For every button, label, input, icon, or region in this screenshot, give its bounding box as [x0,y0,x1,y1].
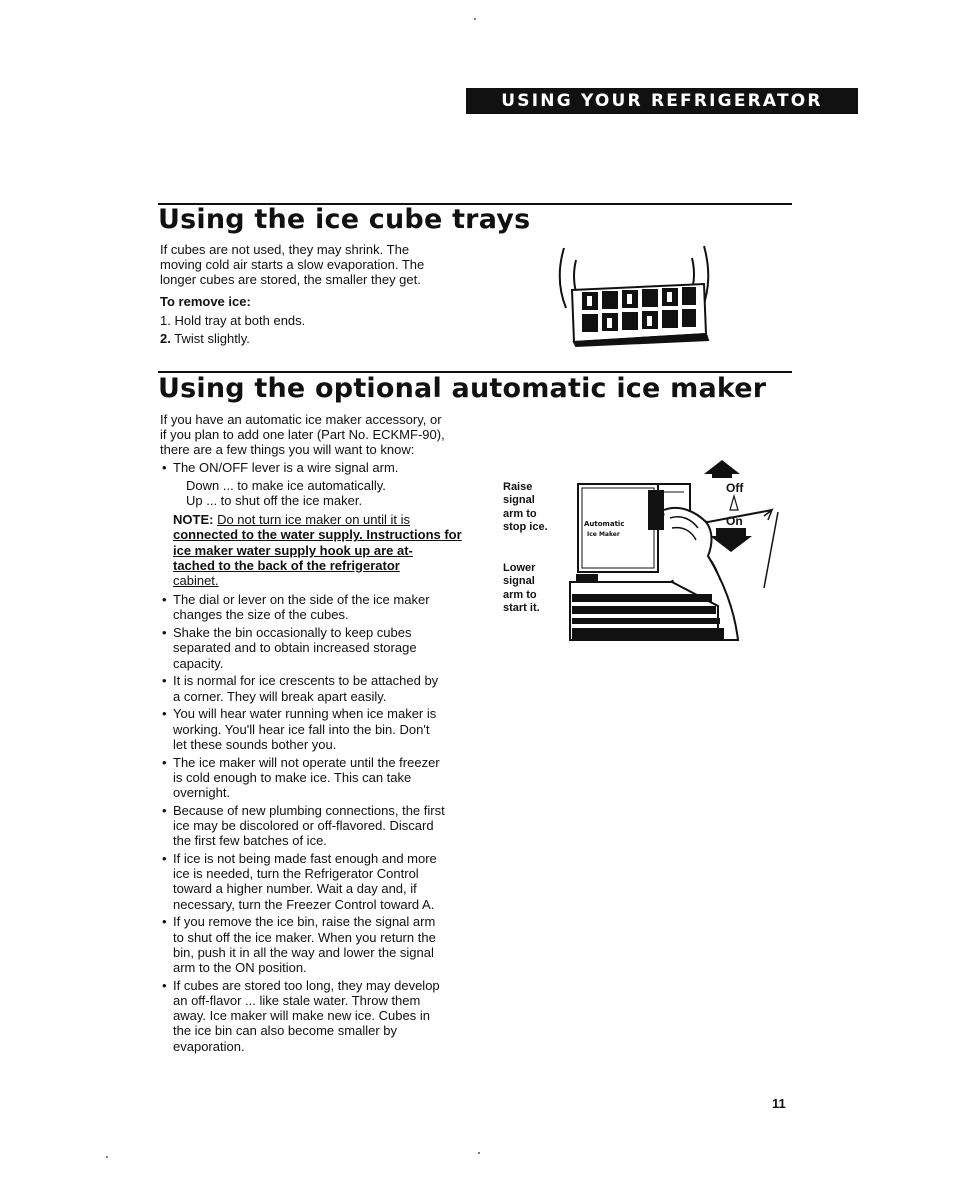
caption-line: signal [503,494,535,507]
page-number: 11 [772,1096,786,1111]
icemaker-intro-line: If you have an automatic ice maker accessory, or [160,412,442,427]
ice-maker-box [578,484,658,572]
lower-caption [503,562,540,616]
lever-positions [186,478,480,508]
list-item [160,914,480,975]
step-number: 1. [160,312,171,328]
remove-step [160,313,470,328]
scan-dot [474,18,476,20]
box-label-line: Automatic [584,520,625,528]
bullet-line: capacity. [173,655,224,671]
bullet-line: the ice bin can also become smaller by [173,1023,398,1039]
icemaker-body [160,412,480,1056]
bullet-line: arm to the ON position. [173,960,307,976]
list-item [160,706,480,752]
bullet-line: an off-flavor ... like stale water. Throw them [173,993,421,1009]
note-text-line: ice maker water supply hook up are at- [173,542,413,558]
trays-title: Using the ice cube trays [158,204,531,235]
left-hand-outline [560,248,566,308]
icemaker-title: Using the optional automatic ice maker [158,373,767,404]
up-line: Up ... to shut off the ice maker. [186,493,363,509]
box-label-line: Ice Maker [587,531,620,538]
trays-intro [160,242,470,346]
ice-tray-illustration [554,238,722,350]
down-line: Down ... to make ice automatically. [186,477,386,493]
step-number: 2. [160,331,171,347]
list-item [160,625,480,671]
bullet-line: • If cubes are stored too long, they may develop [173,977,440,993]
bullet-line: evaporation. [173,1038,245,1054]
remove-ice-heading: To remove ice: [160,293,251,309]
trays-intro-line: If cubes are not used, they may shrink. The [160,242,410,257]
bullet-line: • Shake the bin occasionally to keep cubes [173,625,412,641]
bullet-line: to shut off the ice maker. When you return the [173,929,436,945]
icemaker-intro-line: there are a few things you will want to know: [160,442,415,458]
bullet-line: toward a higher number. Wait a day and, if [173,881,417,897]
bullet-line: working. You'll hear ice fall into the bin. Don't [173,721,430,737]
on-label: On [726,514,743,528]
bullet-line: • The ice maker will not operate until the freezer [173,754,440,770]
caption-line: arm to [503,588,537,601]
bullet-line: • The dial or lever on the side of the ice maker [173,592,430,608]
note-text-line: connected to the water supply. Instructions for [173,527,462,543]
list-item [160,978,480,1054]
bullet-line: let these sounds bother you. [173,736,337,752]
list-item [160,592,480,622]
bullet-line: overnight. [173,785,231,801]
list-item [160,460,480,589]
bullet-text: The ON/OFF lever is a wire signal arm. [173,459,399,475]
list-item [160,851,480,912]
ice-maker-illustration [568,456,782,644]
bullet-line: necessary, turn the Freezer Control toward A. [173,896,435,912]
bullet-line: ice may be discolored or off-flavored. Discard [173,818,434,834]
scan-dot [106,1156,108,1158]
note-text-line: tached to the back of the refrigerator [173,557,400,573]
list-item [160,755,480,801]
bullet-line: separated and to obtain increased storage [173,640,417,656]
bullet-line: away. Ice maker will make new ice. Cubes in [173,1008,430,1024]
bullet-line: • Because of new plumbing connections, the first [173,802,445,818]
bullet-line: • You will hear water running when ice maker is [173,706,437,722]
list-item [160,673,480,703]
bullet-line: the first few batches of ice. [173,833,327,849]
bullet-line: • If ice is not being made fast enough and more [173,851,437,867]
bullet-line: bin, push it in all the way and lower the signal [173,944,434,960]
note-text-line: Do not turn ice maker on until it is [217,512,410,528]
bullet-line: • It is normal for ice crescents to be attached by [173,673,439,689]
remove-step [160,331,470,346]
bullet-line: is cold enough to make ice. This can take [173,769,412,785]
list-item [160,803,480,849]
note-text-line: cabinet. [173,573,219,589]
section-banner: USING YOUR REFRIGERATOR [466,88,858,114]
trays-intro-line: longer cubes are stored, the smaller they get. [160,272,421,288]
caption-line: signal [503,575,535,588]
step-text: Twist slightly. [174,331,250,347]
note-label: NOTE: [173,512,214,528]
caption-line: start it. [503,602,540,615]
caption-line: Lower [503,562,536,574]
bullet-line: a corner. They will break apart easily. [173,688,387,704]
off-label: Off [726,481,744,495]
icemaker-intro-line: if you plan to add one later (Part No. ECKMF-90), [160,427,445,443]
trays-intro-line: moving cold air starts a slow evaporation. The [160,257,425,273]
bullet-line: changes the size of the cubes. [173,607,349,623]
caption-line: arm to [503,507,537,520]
bullet-line: • If you remove the ice bin, raise the signal arm [173,914,436,930]
caption-line: stop ice. [503,521,548,534]
up-arrow-icon [704,460,740,478]
caption-line: Raise [503,481,533,493]
scan-dot [478,1152,480,1154]
raise-caption [503,481,548,535]
bullet-line: ice is needed, turn the Refrigerator Control [173,866,419,882]
down-arrow-icon [710,528,752,552]
note-block [173,512,480,588]
step-text: Hold tray at both ends. [174,312,306,328]
icemaker-bullet-list [160,460,480,1054]
